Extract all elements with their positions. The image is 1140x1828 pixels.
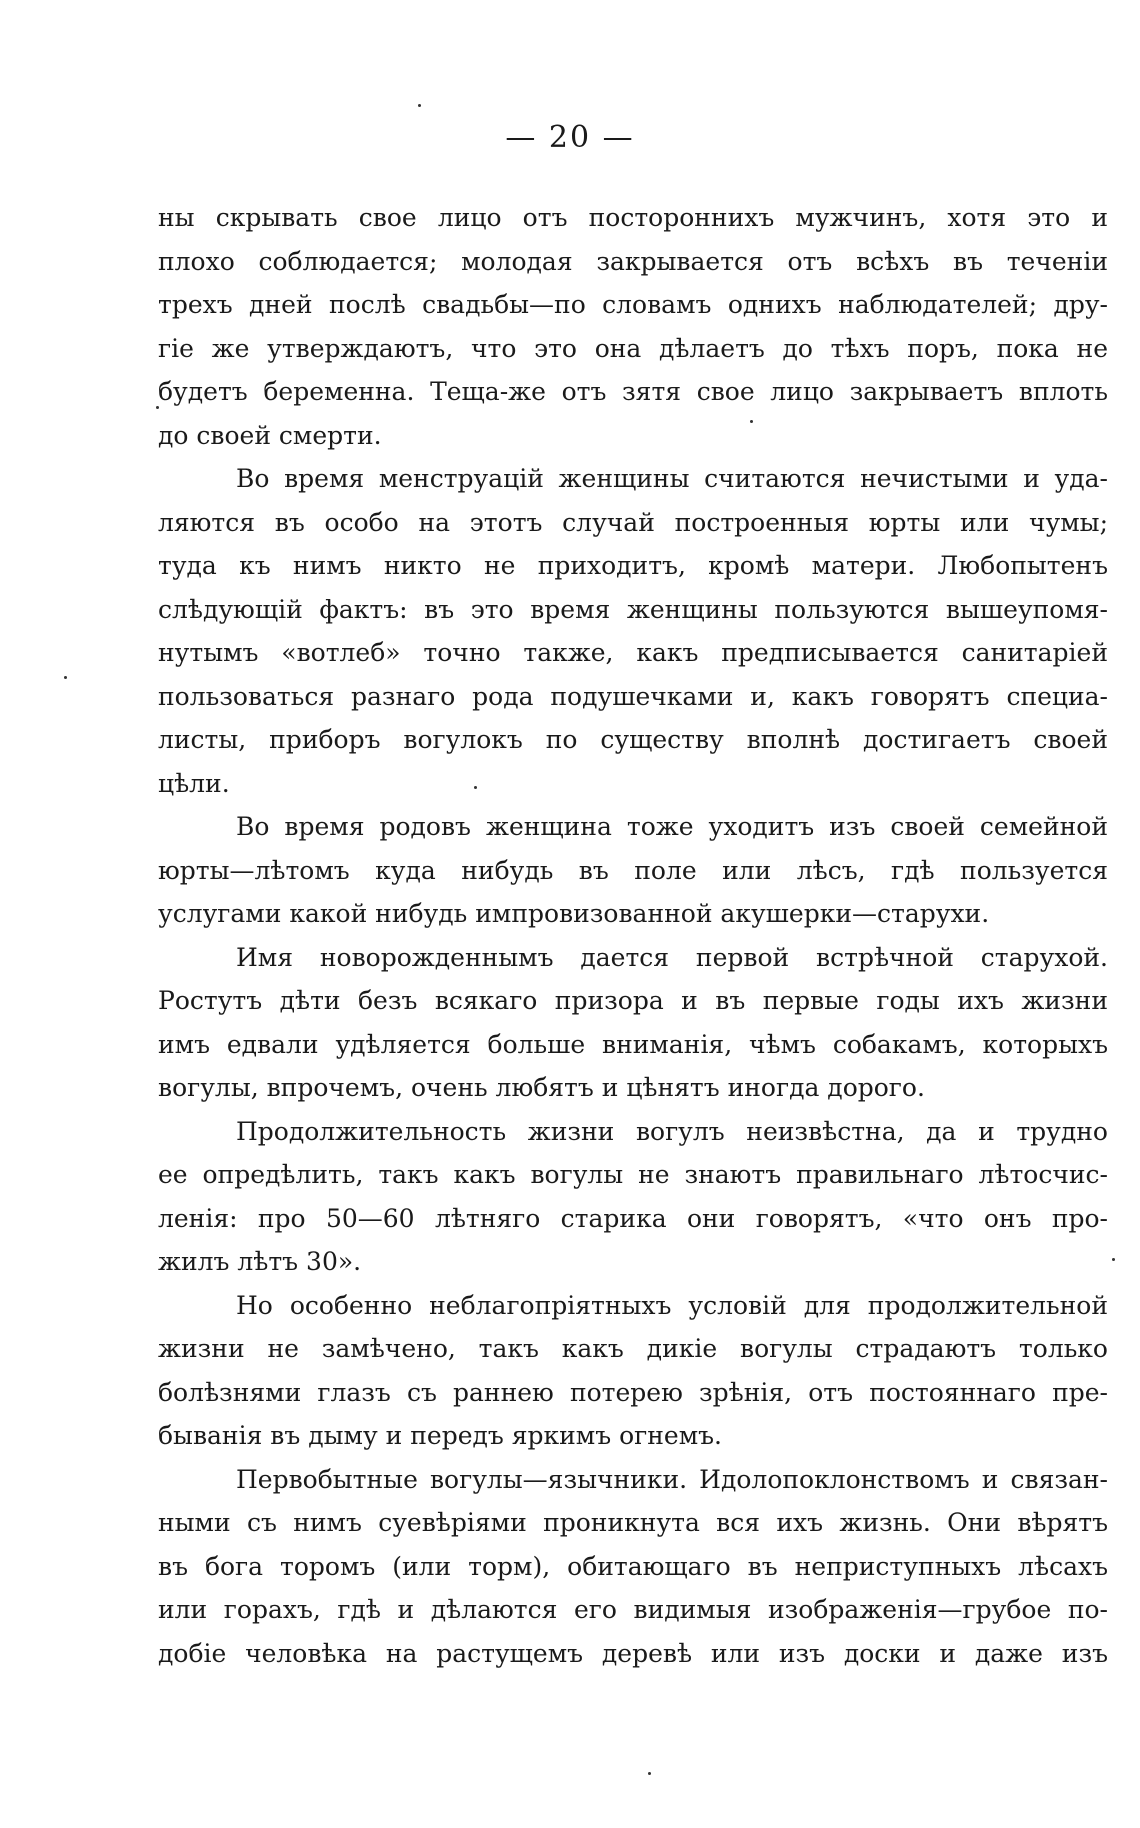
text-line: или горахъ, гдѣ и дѣлаются его видимыя изображенія—грубое по- xyxy=(158,1595,1108,1624)
text-line: въ бога торомъ (или торм), обитающаго въ неприступныхъ лѣсахъ xyxy=(158,1551,1108,1581)
text-line: ными съ нимъ суевѣріями проникнута вся ихъ жизнь. Они вѣрятъ xyxy=(158,1508,1108,1537)
text-line: Продолжительность жизни вогулъ неизвѣстна, да и трудно xyxy=(236,1116,1108,1146)
text-line: пользоваться разнаго рода подушечками и, какъ говорятъ специа- xyxy=(158,681,1108,711)
text-line: услугами какой нибудь импровизованной акушерки—старухи. xyxy=(158,899,990,928)
paragraph xyxy=(158,196,1108,457)
text-line: имъ едвали удѣляется больше вниманія, чѣмъ собакамъ, которыхъ xyxy=(158,1029,1108,1059)
text-line: листы, приборъ вогулокъ по существу вполнѣ достигаетъ своей xyxy=(158,725,1108,754)
text-line: нутымъ «вотлеб» точно также, какъ предписывается санитаріей xyxy=(158,638,1108,667)
text-line: Во время менструацій женщины считаются нечистыми и уда- xyxy=(236,464,1108,493)
paragraph xyxy=(158,936,1108,1110)
text-line: Но особенно неблагопріятныхъ условій для продолжительной xyxy=(236,1290,1108,1320)
print-speck xyxy=(750,420,753,423)
text-line: слѣдующій фактъ: въ это время женщины пользуются вышеупомя- xyxy=(158,594,1108,624)
paragraph xyxy=(158,457,1108,805)
paragraph xyxy=(158,1458,1108,1676)
text-line: Ростутъ дѣти безъ всякаго призора и въ первые годы ихъ жизни xyxy=(158,986,1108,1015)
text-line: вогулы, впрочемъ, очень любятъ и цѣнятъ иногда дорого. xyxy=(158,1073,925,1102)
text-line: болѣзнями глазъ съ раннею потерею зрѣнія, отъ постояннаго пре- xyxy=(158,1377,1108,1407)
text-line: добіе человѣка на растущемъ деревѣ или изъ доски и даже изъ xyxy=(158,1638,1108,1668)
text-line: ленія: про 50—60 лѣтняго старика они говорятъ, «что онъ про- xyxy=(158,1203,1108,1233)
text-line: до своей смерти. xyxy=(158,420,382,450)
print-speck xyxy=(1112,1258,1115,1261)
text-line: ны скрывать свое лицо отъ постороннихъ мужчинъ, хотя это и xyxy=(158,203,1108,232)
paragraph xyxy=(158,805,1108,936)
text-line: быванія въ дыму и передъ яркимъ огнемъ. xyxy=(158,1421,723,1450)
text-line: цѣли. xyxy=(158,768,230,798)
print-speck xyxy=(64,676,67,679)
text-line: будетъ беременна. Теща-же отъ зятя свое лицо закрываетъ вплоть xyxy=(158,377,1108,406)
text-line: трехъ дней послѣ свадьбы—по словамъ однихъ наблюдателей; дру- xyxy=(158,290,1108,319)
print-speck xyxy=(156,406,159,409)
print-speck xyxy=(648,1772,651,1775)
page-number: — 20 — xyxy=(505,120,635,155)
paragraph xyxy=(158,1110,1108,1284)
print-speck xyxy=(474,786,477,789)
text-line: жилъ лѣтъ 30». xyxy=(158,1247,362,1276)
text-line: плохо соблюдается; молодая закрывается отъ всѣхъ въ теченіи xyxy=(158,246,1108,276)
print-speck xyxy=(418,104,421,107)
text-line: гіе же утверждаютъ, что это она дѣлаетъ до тѣхъ поръ, пока не xyxy=(158,333,1108,363)
text-line: туда къ нимъ никто не приходитъ, кромѣ матери. Любопытенъ xyxy=(158,551,1108,580)
text-body xyxy=(158,196,1108,1675)
text-line: Первобытные вогулы—язычники. Идолопоклонствомъ и связан- xyxy=(236,1464,1108,1494)
text-line: Во время родовъ женщина тоже уходитъ изъ своей семейной xyxy=(236,812,1108,841)
paragraph xyxy=(158,1284,1108,1458)
text-line: жизни не замѣчено, такъ какъ дикіе вогулы страдаютъ только xyxy=(158,1334,1108,1363)
text-line: юрты—лѣтомъ куда нибудь въ поле или лѣсъ, гдѣ пользуется xyxy=(158,855,1108,885)
text-line: ее опредѣлить, такъ какъ вогулы не знаютъ правильнаго лѣтосчис- xyxy=(158,1160,1108,1189)
text-line: ляются въ особо на этотъ случай построенныя юрты или чумы; xyxy=(158,507,1108,537)
text-line: Имя новорожденнымъ дается первой встрѣчной старухой. xyxy=(236,942,1108,972)
